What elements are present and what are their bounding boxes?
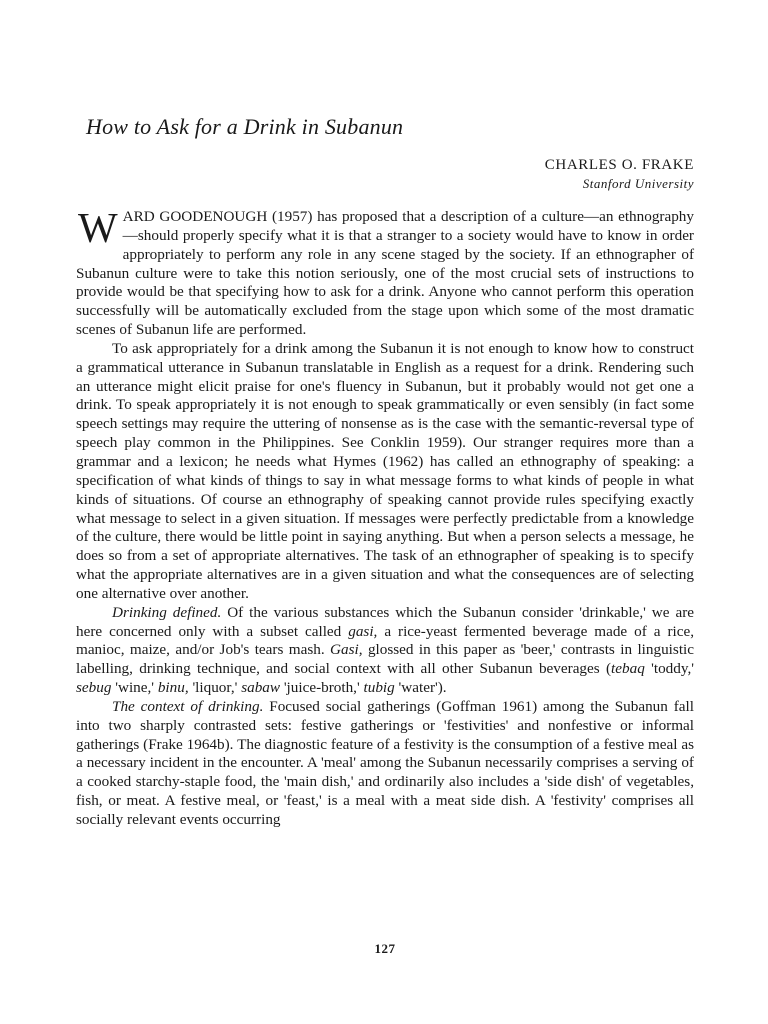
- paragraph-3: [76, 604, 694, 698]
- paragraph-3-text-c: glossed in this paper as 'beer,' contrasts in linguistic labelling, drinking technique, and social context with all other Subanun beverages (: [76, 641, 694, 678]
- section-heading-drinking-defined: Drinking defined.: [112, 603, 222, 621]
- term-sebug: sebug: [76, 679, 112, 697]
- paragraph-4: [76, 698, 694, 830]
- paragraph-2: To ask appropriately for a drink among the Subanun it is not enough to know how to construct a grammatical utterance in Subanun translatable in English as a request for a drink. Rendering such an utterance might elicit praise for one's fluency in Subanun, but it probably would not get one a drink. To speak appropriately it is not enough to speak grammatically or even sensibly (in fact some speech settings may require the uttering of nonsense as is the case with the semantic-reversal type of speech play common in the Philippines. See Conklin 1959). Our stranger requires more than a grammar and a lexicon; he needs what Hymes (1962) has called an ethnography of speaking: a specification of what kinds of things to say in what message forms to what kinds of people in what kinds of situations. Of course an ethnography of speaking cannot provide rules specifying exactly what message to select in a given situation. If messages were perfectly predictable from a knowledge of the culture, there would be little point in saying anything. But when a person selects a message, he does so from a set of appropriate alternatives. The task of an ethnographer of speaking is to specify what the appropriate alternatives are in a given situation and what the consequences are of selecting one alternative over another.: [76, 339, 694, 602]
- paragraph-3-text-a: Of the various substances which the Subanun consider 'drinkable,' we are here concerned only with a subset called: [76, 603, 694, 640]
- paragraph-3-text-f: 'liquor,': [188, 679, 242, 697]
- author-affiliation: Stanford University: [582, 176, 694, 191]
- paragraph-3-text-g: 'juice-broth,': [280, 679, 364, 697]
- paragraph-4-text: Focused social gatherings (Goffman 1961) among the Subanun fall into two sharply contrasted sets: festive gatherings or 'festivities' and nonfestive or informal gatherings (Frake 1964b). The diagnostic feature of a festivity is the consumption of a festive meal as a necessary incident in the encounter. A 'meal' among the Subanun necessarily comprises a serving of a cooked starchy-staple food, the 'main dish,' and ordinarily also includes a 'side dish' of vegetables, fish, or meat. A festive meal, or 'feast,' is a meal with a meat side dish. A 'festivity' comprises all socially relevant events occurring: [76, 697, 694, 828]
- document-page: [76, 0, 694, 1024]
- term-binu: binu,: [157, 679, 189, 697]
- term-tebaq: tebaq: [611, 660, 645, 678]
- byline: [545, 155, 694, 193]
- paragraph-3-text-d: 'toddy,': [644, 660, 694, 678]
- term-tubig: tubig: [363, 679, 395, 697]
- term-gasi: gasi,: [348, 622, 378, 640]
- article-body: [76, 208, 694, 830]
- drop-cap: W: [78, 206, 118, 252]
- page-number: 127: [374, 941, 396, 956]
- paragraph-1: [76, 208, 694, 340]
- paragraph-1-text: ARD GOODENOUGH (1957) has proposed that a description of a culture—an ethnography—should properly specify what it is that a stranger to a society would have to know in order appropriately to perform any role in any scene staged by the society. If an ethnographer of Subanun culture were to take this notion seriously, one of the most crucial sets of instructions to provide would be that specifying how to ask for a drink. Anyone who cannot perform this operation successfully will be automatically excluded from the stage upon which some of the most dramatic scenes of Subanun life are performed.: [76, 208, 694, 339]
- paragraph-3-text-h: 'water').: [394, 679, 447, 697]
- term-gasi-2: Gasi,: [330, 641, 363, 659]
- term-sabaw: sabaw: [241, 679, 281, 697]
- paragraph-3-text-e: 'wine,': [111, 679, 158, 697]
- author-name: CHARLES O. FRAKE: [544, 157, 694, 173]
- section-heading-context-of-drinking: The context of drinking.: [112, 697, 264, 715]
- article-title: How to Ask for a Drink in Subanun: [86, 114, 404, 139]
- paragraph-3-text-b: a rice-yeast fermented beverage made of a rice, manioc, maize, and/or Job's tears mash.: [76, 622, 695, 659]
